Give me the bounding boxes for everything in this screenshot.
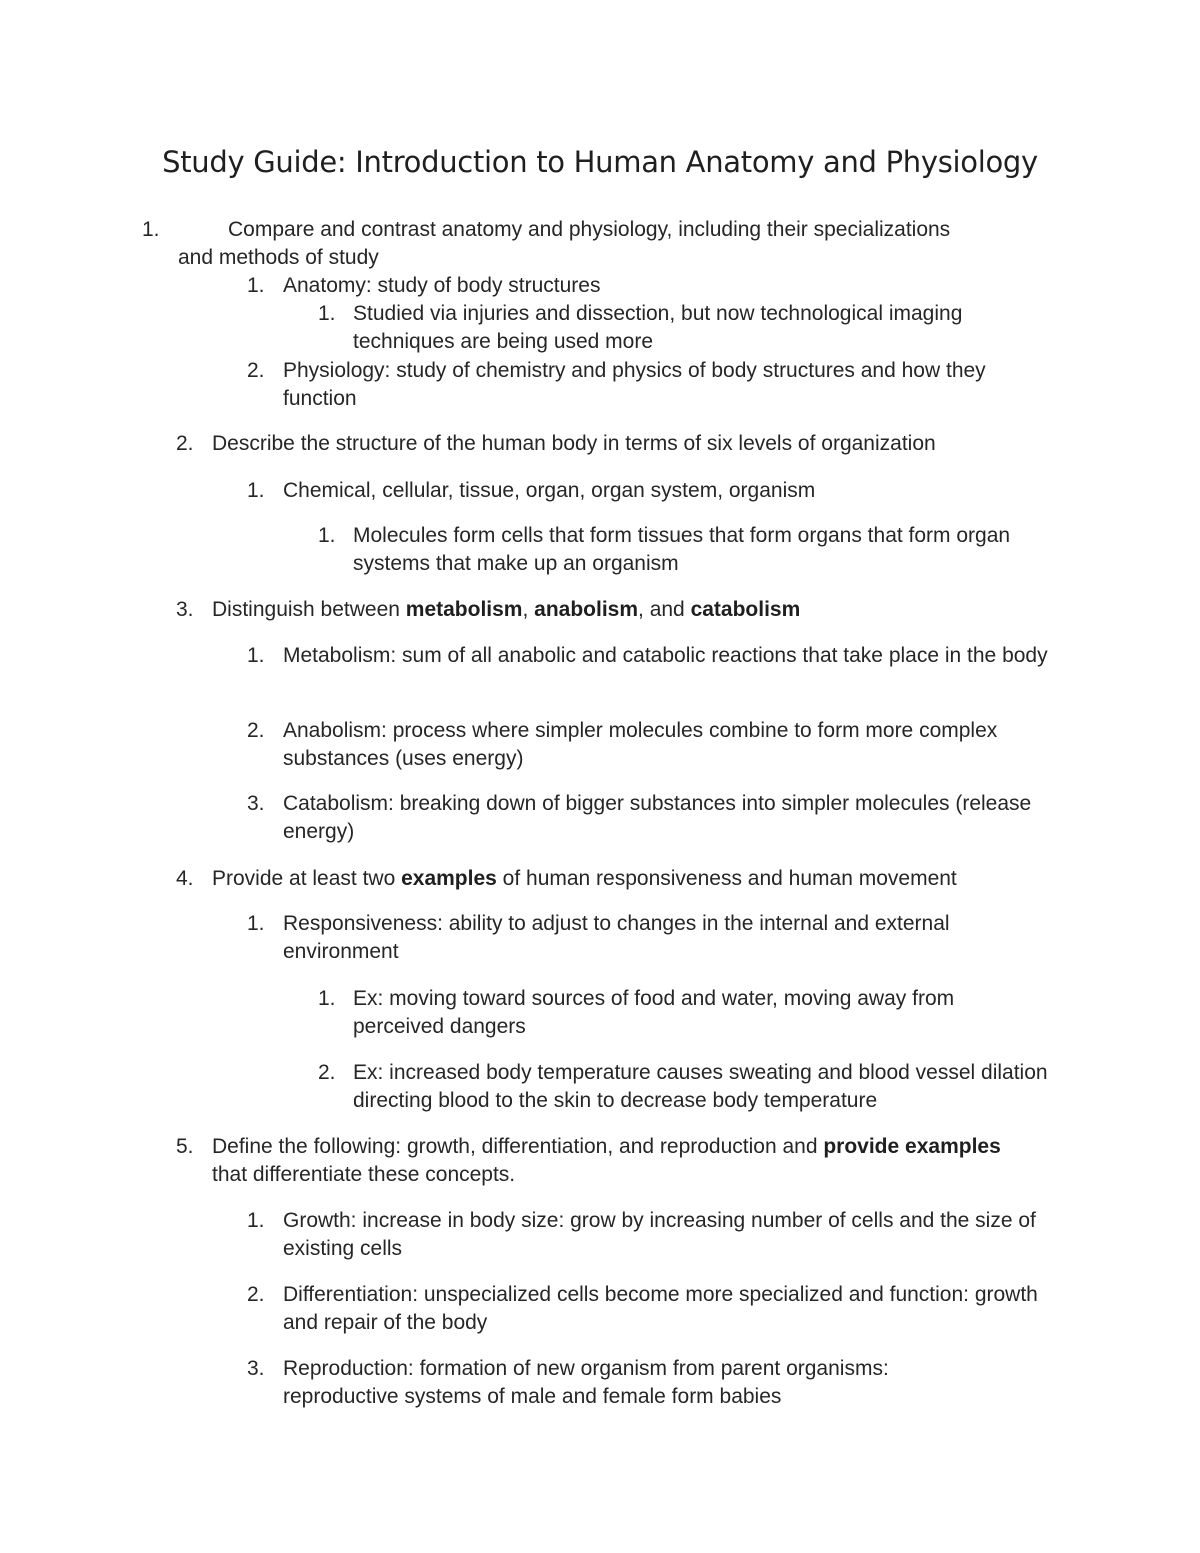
text-run: Describe the structure of the human body in terms of six levels of organization [212, 432, 936, 455]
list-item-5-2 [247, 1281, 1067, 1337]
text-run: of human responsiveness and human movement [496, 867, 957, 890]
list-item-3 [176, 596, 1056, 624]
text-run: Distinguish between [212, 598, 406, 621]
list-number: 1. [318, 987, 336, 1010]
text-run: Differentiation: unspecialized cells become more specialized and function: growth and repair of the body [283, 1283, 1038, 1334]
list-number: 2. [247, 359, 265, 382]
bold-term: catabolism [690, 598, 801, 621]
list-item-text [318, 1059, 1058, 1115]
text-run: Define the following: growth, differentiation, and reproduction and [212, 1135, 824, 1158]
list-number: 2. [318, 1061, 336, 1084]
list-item-5-3 [247, 1355, 987, 1411]
list-number: 1. [318, 302, 336, 325]
list-item-text [247, 717, 1007, 773]
bold-term: examples [401, 867, 497, 890]
text-run: Anabolism: process where simpler molecules combine to form more complex substances (uses energy) [283, 719, 998, 770]
list-number: 3. [247, 1357, 265, 1380]
list-item-1-1 [247, 272, 1047, 300]
list-item-3-1 [247, 642, 1057, 670]
list-number: 2. [176, 432, 194, 455]
list-item-1-2 [247, 357, 1027, 413]
text-run: Responsiveness: ability to adjust to changes in the internal and external environment [283, 912, 950, 963]
list-item-4 [176, 865, 1066, 893]
text-run: Studied via injuries and dissection, but now technological imaging techniques are being used more [353, 302, 963, 353]
list-item-text [247, 910, 1047, 966]
text-run: Metabolism: sum of all anabolic and catabolic reactions that take place in the body [283, 644, 1048, 667]
text-run: Anatomy: study of body structures [283, 274, 601, 297]
list-item-text [247, 790, 1047, 846]
text-run: and methods of study [178, 246, 379, 269]
list-item-text [318, 300, 1048, 356]
list-item-4-1 [247, 910, 1047, 966]
text-run: that differentiate these concepts. [212, 1163, 516, 1186]
text-run: Ex: increased body temperature causes sweating and blood vessel dilation directing blood to the skin to decrease body temperature [353, 1061, 1048, 1112]
list-item-text [176, 1133, 1016, 1189]
list-item-4-1-2 [318, 1059, 1058, 1115]
list-number: 1. [142, 218, 160, 241]
bold-term: metabolism [405, 598, 523, 621]
list-item-text [176, 596, 1056, 624]
text-run: Provide at least two [212, 867, 402, 890]
list-item-text [247, 1355, 987, 1411]
text-run: Growth: increase in body size: grow by increasing number of cells and the size of existing cells [283, 1209, 1036, 1260]
list-item-text [247, 642, 1057, 670]
text-run: , and [638, 598, 691, 621]
list-number: 1. [247, 912, 265, 935]
list-number: 5. [176, 1135, 194, 1158]
list-item-text [176, 865, 1066, 893]
list-item-2-1-1 [318, 522, 1038, 578]
text-run: Compare and contrast anatomy and physiology, including their specializations [228, 218, 951, 241]
list-item-text [318, 985, 1038, 1041]
text-run: Reproduction: formation of new organism from parent organisms: reproductive systems of male and female form babies [283, 1357, 889, 1408]
bold-term: anabolism [534, 598, 639, 621]
list-item-3-3 [247, 790, 1047, 846]
list-item-2-1 [247, 477, 1047, 505]
list-number: 1. [318, 524, 336, 547]
list-number: 4. [176, 867, 194, 890]
list-item-text [247, 1207, 1057, 1263]
list-number: 2. [247, 1283, 265, 1306]
list-item-text [142, 216, 1042, 244]
list-number: 3. [247, 792, 265, 815]
list-item-5-1 [247, 1207, 1057, 1263]
list-item-1 [142, 216, 1042, 272]
text-run: Physiology: study of chemistry and physics of body structures and how they function [283, 359, 986, 410]
list-number: 1. [247, 479, 265, 502]
text-run: Catabolism: breaking down of bigger substances into simpler molecules (release energy) [283, 792, 1032, 843]
list-item-text [247, 357, 1027, 413]
document-title: Study Guide: Introduction to Human Anatomy and Physiology [162, 145, 1038, 179]
list-item-text [318, 522, 1038, 578]
list-item-text [247, 477, 1047, 505]
bold-term: provide examples [823, 1135, 1001, 1158]
text-run: , [522, 598, 535, 621]
list-item-3-2 [247, 717, 1007, 773]
list-number: 1. [247, 644, 265, 667]
text-run: Chemical, cellular, tissue, organ, organ system, organism [283, 479, 816, 502]
list-item-4-1-1 [318, 985, 1038, 1041]
list-item-text-continued [142, 244, 1042, 272]
list-item-text [247, 1281, 1067, 1337]
list-item-1-1-1 [318, 300, 1048, 356]
list-item-5 [176, 1133, 1016, 1189]
list-item-2 [176, 430, 1056, 458]
list-number: 2. [247, 719, 265, 742]
list-item-text [176, 430, 1056, 458]
text-run: Ex: moving toward sources of food and water, moving away from perceived dangers [353, 987, 955, 1038]
text-run: Molecules form cells that form tissues that form organs that form organ systems that make up an organism [353, 524, 1011, 575]
list-number: 1. [247, 1209, 265, 1232]
list-number: 1. [247, 274, 265, 297]
list-item-text [247, 272, 1047, 300]
list-number: 3. [176, 598, 194, 621]
